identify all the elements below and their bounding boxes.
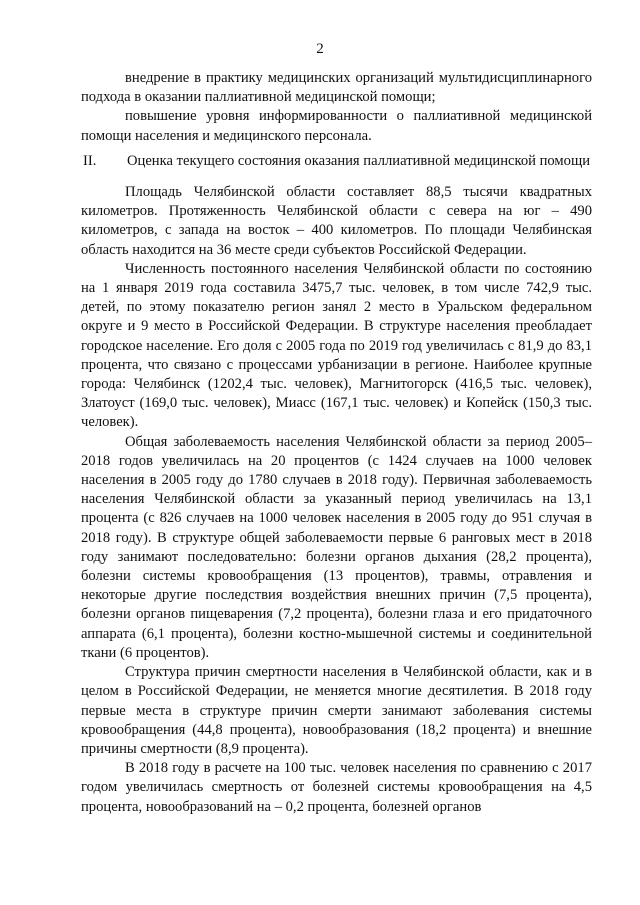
document-body [81,69,592,817]
list-item: внедрение в практику медицинских организаций мультидисциплинарного подхода в оказании паллиативной медицинской помощи; [81,70,592,106]
section-number: II. [82,152,97,169]
paragraph: Структура причин смертности населения в Челябинской области, как и в целом в Российской Федерации, не меняется многие десятилетия. В 2018 году первые места в структуре причин смерти занимают заболевания системы кровообращения (44,8 процента), новообразования (18,2 процента) и внешние причины смертности (8,9 процента). [81,664,592,757]
section-heading [81,152,592,171]
paragraph: Площадь Челябинской области составляет 88,5 тысячи квадратных километров. Протяженность Челябинской области с севера на юг – 490 километров, с запада на восток – 400 километров. По площади Челябинская область находится на 36 месте среди субъектов Российской Федерации. [81,184,592,258]
page-number: 2 [316,41,324,57]
paragraph: Общая заболеваемость населения Челябинской области за период 2005–2018 годов увеличилась на 20 процентов (с 1424 случаев на 1000 человек населения в 2005 году до 1780 случаев в 2018 году). Первичная заболеваемость населения Челябинской области за указанный период увеличилась на 13,1 процента (с 826 случаев на 1000 человек населения в 2005 году до 951 случая в 2018 году). В структуре общей заболеваемости первые 6 ранговых мест в 2018 году занимают последовательно: болезни органов дыхания (28,2 процента), болезни системы кровообращения (13 процентов), травмы, отравления и некоторые другие последствия воздействия внешних причин (7,5 процента), болезни органов пищеварения (7,2 процента), болезни глаза и его придаточного аппарата (6,1 процента), болезни костно-мышечной системы и соединительной ткани (6 процентов). [81,433,592,661]
section-title: Оценка текущего состояния оказания паллиативной медицинской помощи [126,152,591,169]
list-item: повышение уровня информированности о паллиативной медицинской помощи населения и медицинского персонала. [81,108,592,144]
paragraph: Численность постоянного населения Челябинской области по состоянию на 1 января 2019 года составила 3475,7 тыс. человек, в том числе 742,9 тыс. детей, по этому показателю регион занял 2 место в Уральском федеральном округе и 9 место в Российской Федерации. В структуре населения преобладает городское население. Его доля с 2005 года по 2019 год увеличилась с 81,9 до 83,1 процента, что связано с процессами урбанизации в регионе. Наиболее крупные города: Челябинск (1202,4 тыс. человек), Магнитогорск (416,5 тыс. человек), Златоуст (169,0 тыс. человек), Миасс (167,1 тыс. человек) и Копейск (150,3 тыс. человек). [81,260,592,431]
paragraph: В 2018 году в расчете на 100 тыс. человек населения по сравнению с 2017 годом увеличилась смертность от болезней системы кровообращения на 4,5 процента, новообразований на – 0,2 процента, болезней органов [81,760,592,815]
